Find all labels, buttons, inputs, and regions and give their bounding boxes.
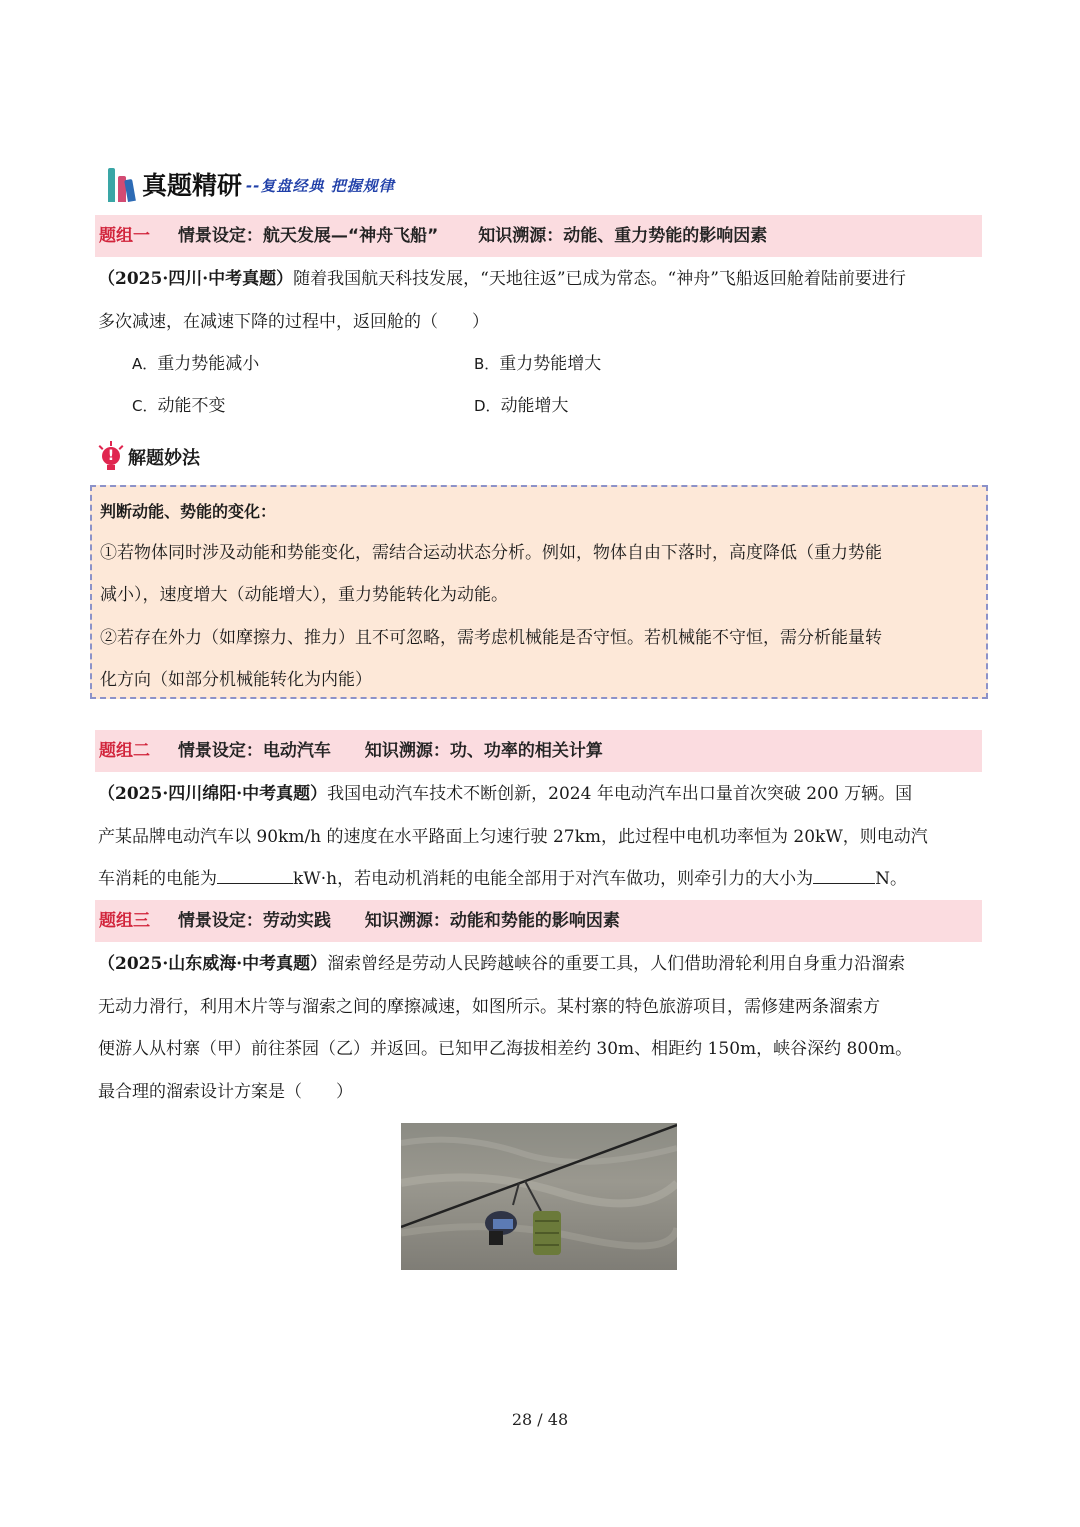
tips-box (90, 485, 988, 699)
group3-header (95, 900, 982, 942)
tips-heading (98, 437, 200, 477)
page-number: 28 / 48 (511, 1410, 569, 1429)
option-b (474, 343, 601, 385)
option-a (132, 343, 259, 385)
section-header (106, 158, 395, 206)
group1-scene: 情景设定：航天发展—“神舟飞船” (177, 226, 439, 246)
energy-answer-blank[interactable] (217, 863, 293, 884)
lightbulb-icon: ! (98, 441, 124, 473)
group1-stem-line1: 随着我国航天科技发展，“天地往返”已成为常态。“神舟”飞船返回舱着陆前要进行 (293, 269, 906, 289)
option-b-text: 重力势能增大 (499, 354, 602, 374)
group1-question (98, 258, 983, 343)
group1-tag: 题组一 (99, 226, 150, 246)
section-subtitle: --复盘经典 把握规律 (246, 177, 395, 195)
group2-scene: 情景设定：电动汽车 (177, 741, 331, 761)
group2-header (95, 730, 982, 772)
tips-line-4: ②若存在外力（如摩擦力、推力）且不可忽略，需考虑机械能是否守恒。若机械能不守恒，需分析能量转 (100, 628, 882, 648)
option-d-key: D． (474, 397, 501, 415)
tips-line-2: ①若物体同时涉及动能和势能变化，需结合运动状态分析。例如，物体自由下落时，高度降低（重力势能 (100, 543, 882, 563)
tips-line-5: 化方向（如部分机械能转化为内能） (100, 670, 372, 690)
group2-line3c: N。 (875, 869, 908, 889)
force-answer-blank[interactable] (813, 863, 875, 884)
group2-line3a: 车消耗的电能为 (98, 869, 217, 889)
zipline-photo (401, 1123, 677, 1270)
zipline-illustration (401, 1123, 677, 1270)
group3-line1: 溜索曾经是劳动人民跨越峡谷的重要工具，人们借助滑轮利用自身重力沿溜索 (327, 954, 906, 974)
option-d (474, 385, 569, 427)
group2-line2: 产某品牌电动汽车以 90km/h 的速度在水平路面上匀速行驶 27km，此过程中电机功率恒为 20kW，则电动汽 (98, 826, 928, 847)
option-a-text: 重力势能减小 (157, 354, 260, 374)
group2-source: （2025·四川绵阳·中考真题） (98, 784, 328, 804)
option-b-key: B． (474, 355, 500, 373)
group3-tag: 题组三 (99, 911, 150, 931)
option-c-key: C． (132, 397, 158, 415)
group3-line4: 最合理的溜索设计方案是（ ） (98, 1081, 353, 1102)
group3-line3: 便游人从村寨（甲）前往茶园（乙）并返回。已知甲乙海拔相差约 30m、相距约 150m，峡谷深约 800m。 (98, 1039, 913, 1059)
group3-question (98, 943, 983, 1113)
group2-knowledge: 知识溯源：功、功率的相关计算 (364, 741, 603, 761)
option-d-text: 动能增大 (500, 396, 569, 416)
group2-line1: 我国电动汽车技术不断创新，2024 年电动汽车出口量首次突破 200 万辆。国 (327, 784, 913, 804)
books-icon (106, 166, 140, 206)
group1-header (95, 215, 982, 257)
section-title: 真题精研 (142, 171, 243, 200)
group1-knowledge: 知识溯源：动能、重力势能的影响因素 (478, 226, 768, 246)
group3-knowledge: 知识溯源：动能和势能的影响因素 (364, 911, 620, 931)
tips-line-3: 减小），速度增大（动能增大），重力势能转化为动能。 (100, 585, 508, 605)
group3-scene: 情景设定：劳动实践 (177, 911, 331, 931)
group3-line2: 无动力滑行，利用木片等与溜索之间的摩擦减速，如图所示。某村寨的特色旅游项目，需修建两条溜索方 (98, 996, 880, 1017)
group2-question (98, 773, 983, 901)
group1-source: （2025·四川·中考真题） (98, 269, 294, 289)
group2-tag: 题组二 (99, 741, 150, 761)
option-c (132, 385, 225, 427)
tips-line-1: 判断动能、势能的变化： (100, 502, 277, 521)
group2-line3b: kW·h，若电动机消耗的电能全部用于对汽车做功，则牵引力的大小为 (293, 869, 814, 889)
tips-heading-label: 解题妙法 (128, 448, 200, 469)
option-c-text: 动能不变 (157, 396, 226, 416)
option-a-key: A． (132, 355, 158, 373)
group1-stem-line2: 多次减速，在减速下降的过程中，返回舱的（ ） (98, 311, 489, 332)
group3-source: （2025·山东威海·中考真题） (98, 954, 328, 974)
